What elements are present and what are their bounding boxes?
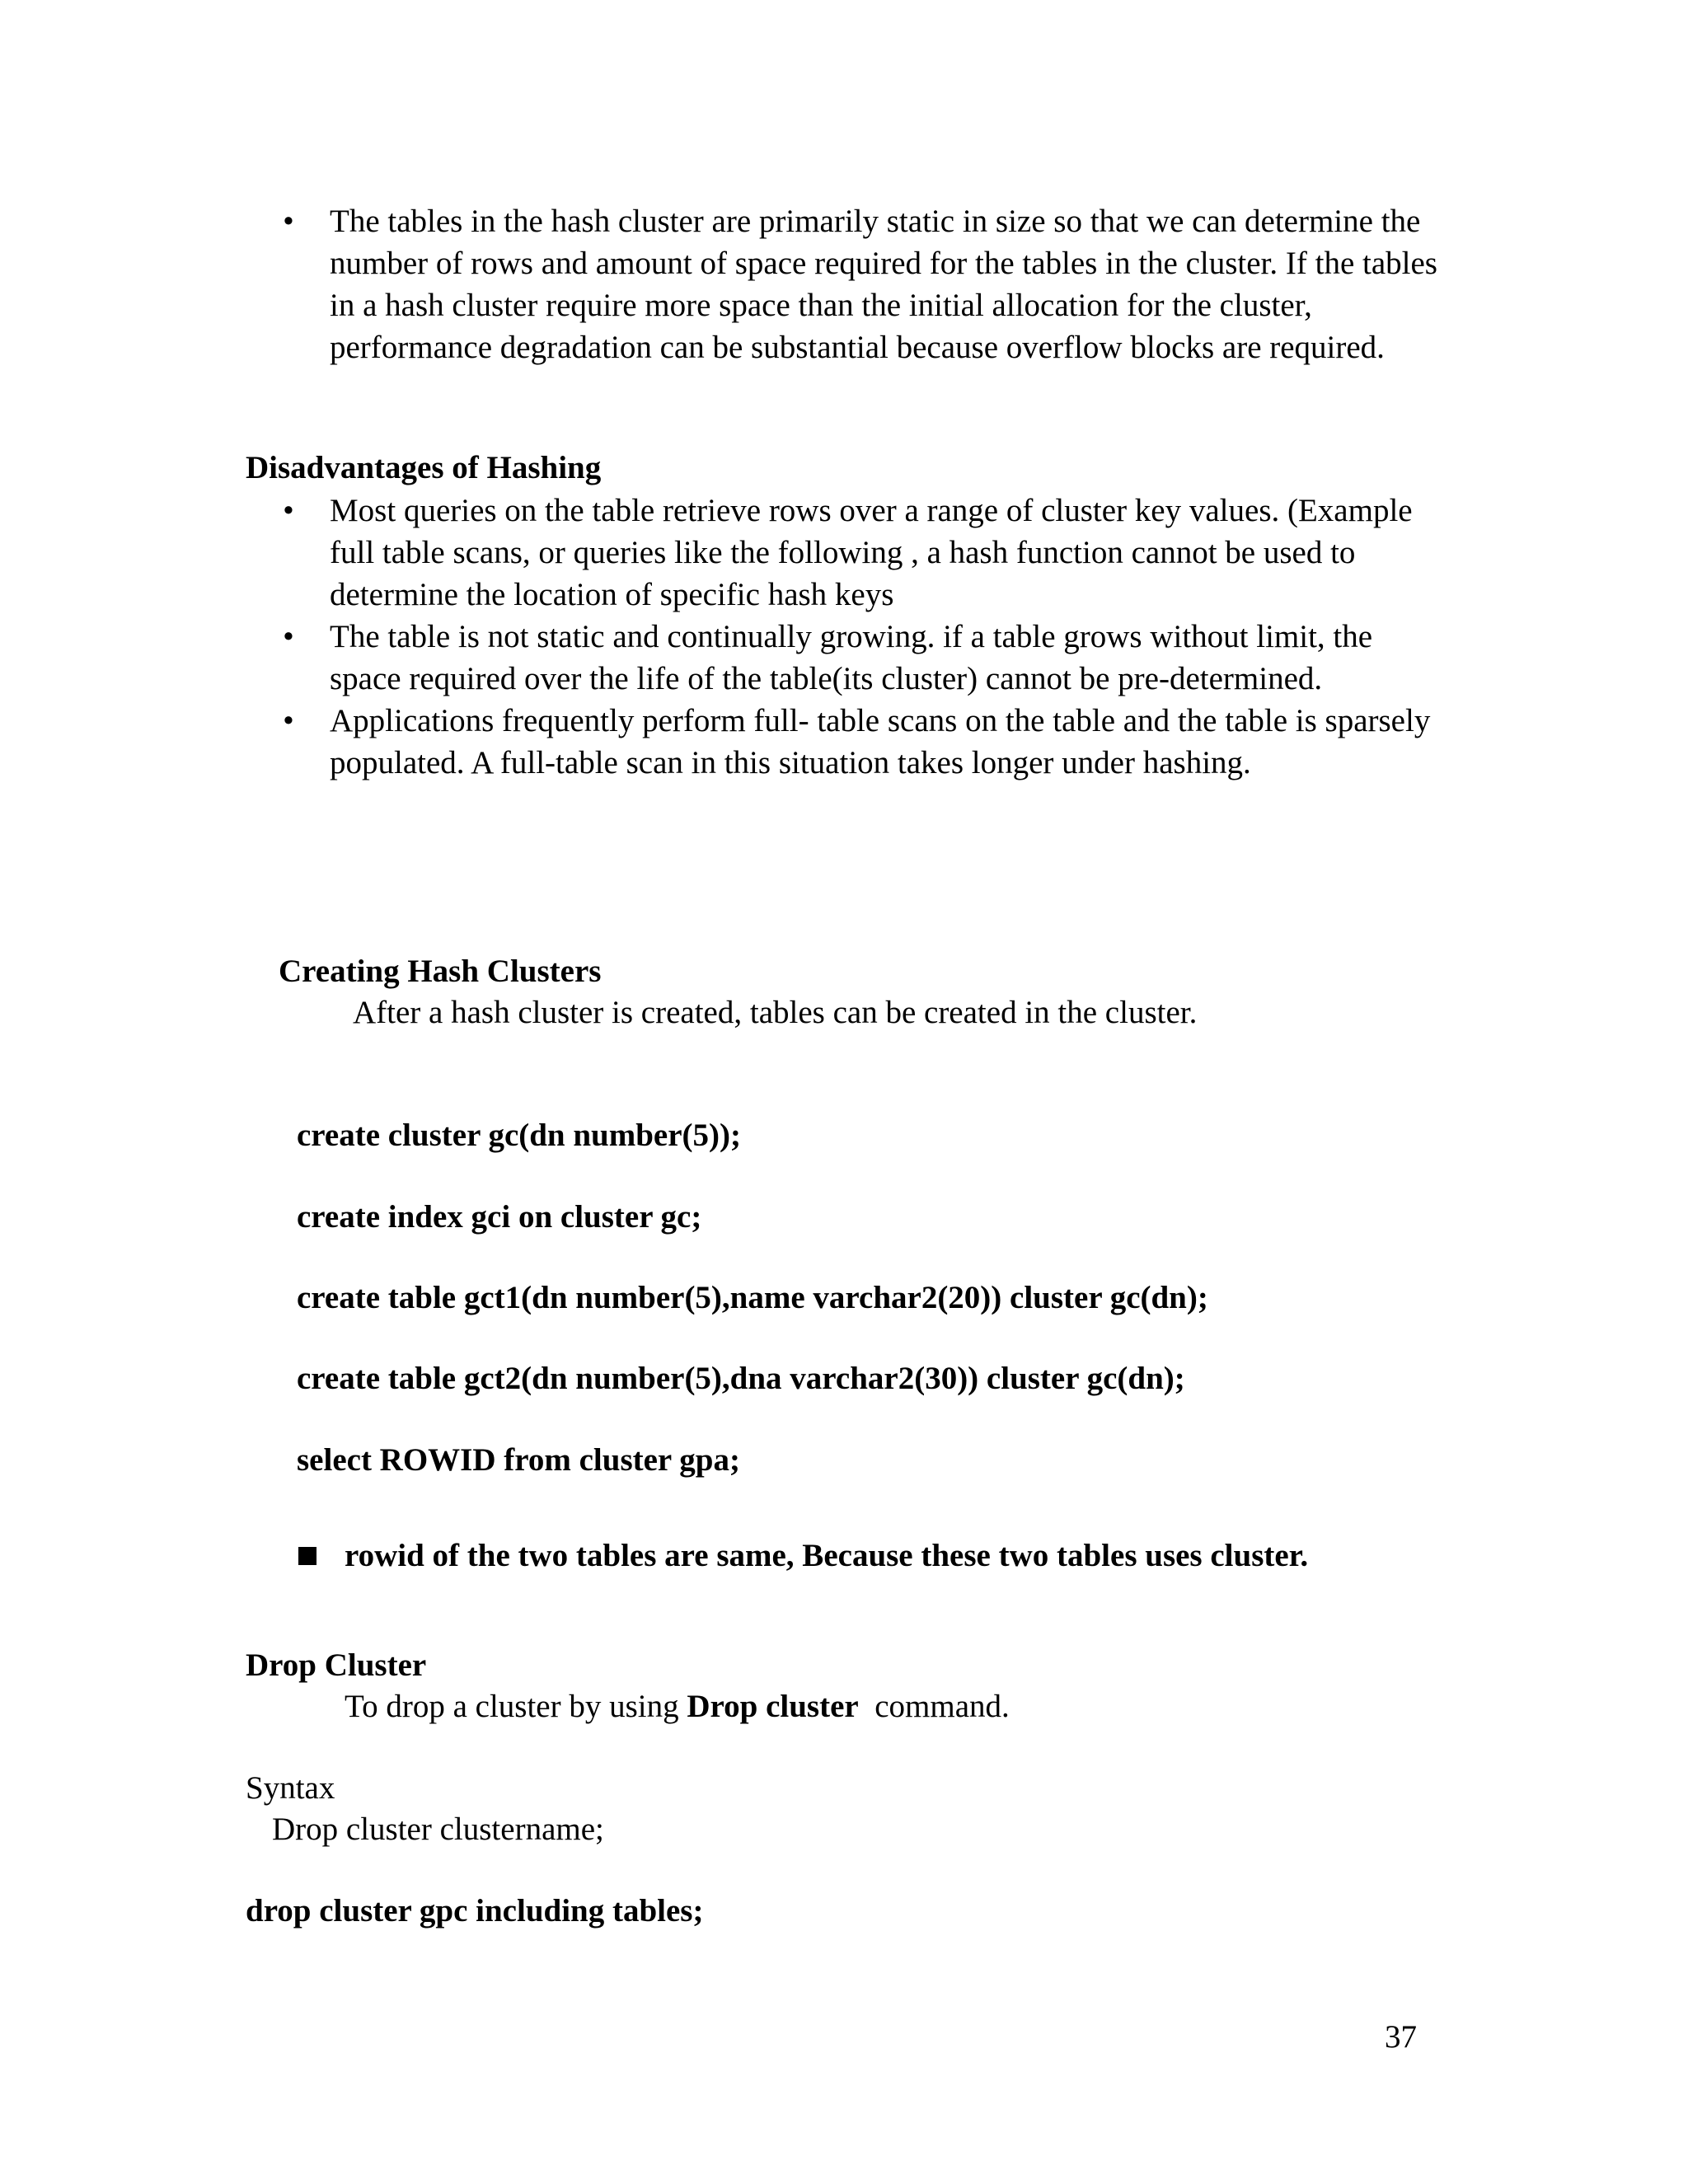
- drop-text-before: To drop a cluster by using: [345, 1689, 687, 1724]
- syntax-text: Drop cluster clustername;: [272, 1811, 604, 1847]
- code-line: create index gci on cluster gc;: [297, 1199, 702, 1235]
- drop-cluster-text: [345, 1685, 1010, 1727]
- intro-bullet-list: [276, 200, 1447, 368]
- drop-example: drop cluster gpc including tables;: [246, 1893, 704, 1929]
- list-item: [276, 490, 1447, 616]
- bullet-text: Most queries on the table retrieve rows over a range of cluster key values. (Example full table scans, or queries like the following , a hash function cannot be used to determine the location of specific hash keys: [330, 493, 1413, 612]
- list-item: [276, 700, 1447, 784]
- creating-text: After a hash cluster is created, tables can be created in the cluster.: [353, 995, 1198, 1030]
- drop-text-after: command.: [858, 1689, 1010, 1724]
- rowid-note: rowid of the two tables are same, Because these two tables uses cluster.: [345, 1538, 1309, 1573]
- bullet-text: The table is not static and continually growing. if a table grows without limit, the space required over the life of the table(its cluster) cannot be pre-determined.: [330, 619, 1373, 696]
- syntax-label: Syntax: [246, 1770, 335, 1806]
- square-bullet-icon: [298, 1547, 316, 1565]
- disadvantages-bullet-list: [276, 490, 1447, 784]
- bullet-dot-icon: •: [283, 703, 294, 738]
- bullet-text: Applications frequently perform full- table scans on the table and the table is sparsely populated. A full-table scan in this situation takes longer under hashing.: [330, 703, 1431, 780]
- bullet-dot-icon: •: [283, 493, 294, 528]
- code-line: select ROWID from cluster gpa;: [297, 1442, 740, 1478]
- bullet-dot-icon: •: [283, 204, 294, 239]
- disadvantages-heading: Disadvantages of Hashing: [246, 450, 602, 485]
- list-item: [276, 616, 1447, 700]
- drop-cluster-heading: Drop Cluster: [246, 1647, 427, 1683]
- list-item: [276, 200, 1447, 368]
- code-line: create table gct1(dn number(5),name varchar2(20)) cluster gc(dn);: [297, 1280, 1208, 1315]
- page-number: 37: [1385, 2019, 1417, 2055]
- bullet-dot-icon: •: [283, 619, 294, 654]
- code-line: create table gct2(dn number(5),dna varchar2(30)) cluster gc(dn);: [297, 1361, 1185, 1396]
- creating-heading: Creating Hash Clusters: [279, 954, 602, 989]
- code-line: create cluster gc(dn number(5));: [297, 1118, 741, 1153]
- bullet-text: The tables in the hash cluster are primarily static in size so that we can determine the number of rows and amount of space required for the tables in the cluster. If the tables in a hash cluster require more space than the initial allocation for the cluster, performance degradation can be substantial because overflow blocks are required.: [330, 204, 1437, 365]
- drop-text-bold: Drop cluster: [687, 1689, 859, 1724]
